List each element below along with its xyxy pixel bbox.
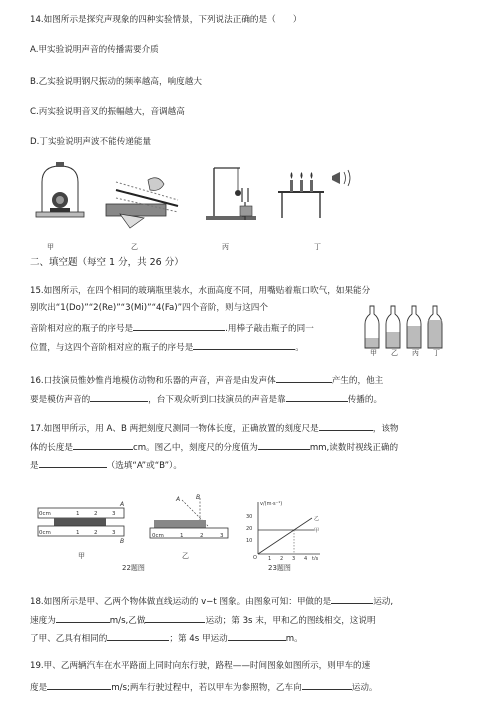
answer-blank[interactable] [73, 440, 133, 450]
q14-experiment-figure [28, 160, 368, 238]
q19-line-1: 19.甲、乙两辆汽车在水平路面上同时向东行驶，路程——时间图象如图所示，则甲车的速 [30, 661, 371, 671]
q17-line-2 [30, 440, 398, 454]
q16-line-2c: 传播的。 [347, 395, 383, 405]
answer-blank[interactable] [39, 458, 107, 468]
answer-blank[interactable] [331, 594, 373, 604]
ruler-tick-2: 2 [94, 530, 98, 536]
eye-label-b: B [196, 494, 201, 501]
graph-x-tick-4: 4 [304, 556, 308, 560]
caption-yi: 乙 [131, 243, 138, 251]
graph-x-tick-3: 3 [292, 556, 296, 560]
answer-blank[interactable] [319, 421, 373, 431]
ruler-tick-3: 3 [112, 511, 116, 517]
q19-line-2a: 度是 [30, 683, 48, 693]
q17-line-2a: 体的长度是 [30, 443, 73, 453]
fig-caption-23: 23题图 [268, 564, 291, 572]
q15-line-3b: .用棒子敲击瓶子的同一 [225, 324, 314, 334]
ruler-tick-1: 1 [76, 530, 80, 536]
q18-line-1 [30, 594, 393, 608]
tuning-fork-figure [206, 168, 256, 220]
answer-blank[interactable] [258, 440, 310, 450]
q14-option-d: D.丁实验说明声波不能传递能量 [30, 137, 152, 147]
q15-line-3 [30, 321, 314, 335]
q16-line-2a: 要是模仿声音的 [30, 395, 91, 405]
section-title: 二、填空题（每空 1 分，共 26 分） [30, 257, 184, 268]
answer-blank[interactable] [90, 392, 148, 402]
q18-line-1b: 运动, [373, 597, 394, 607]
q17-ruler-figure-jia [36, 500, 136, 550]
q17-line-2c: mm,读数时视线正确的 [309, 443, 399, 453]
answer-blank[interactable] [228, 631, 286, 641]
fig-caption-yi: 乙 [182, 552, 189, 560]
q16-line-1b: 产生的，他主 [331, 376, 384, 386]
q19-line-2 [30, 680, 378, 694]
q18-line-2c: 运动；第 3s 末，甲和乙的图线相交，这说明 [205, 616, 376, 626]
fig-caption-jia: 甲 [78, 552, 85, 560]
q19-line-2b: m/s;两车行驶过程中，若以甲车为参照物，乙车向 [111, 683, 302, 693]
q17-line-3b: （选填“A”或“B”）。 [106, 461, 182, 471]
bottles-figure [364, 298, 448, 350]
q16-line-1a: 16.口技演员惟妙惟肖地模仿动物和乐器的声音，声音是由发声体 [30, 376, 276, 386]
q18-line-1a: 18.如图所示是甲、乙两个物体做直线运动的 v−t 图象。由图象可知：甲做的是 [30, 597, 332, 607]
graph-x-tick-1: 1 [268, 556, 272, 560]
graph-y-tick-30: 30 [246, 514, 253, 520]
q15-line-1: 15.如图所示，在四个相同的玻璃瓶里装水，水面高度不同，用嘴贴着瓶口吹气，如果能分 [30, 286, 371, 296]
q15-line-3a: 音阶相对应的瓶子的序号是 [30, 324, 134, 334]
ruler-tick-1: 1 [180, 533, 184, 539]
graph-x-label: t/s [312, 556, 319, 560]
candle-speaker-figure [278, 170, 350, 218]
q15-line-4 [30, 340, 304, 354]
q16-line-1 [30, 373, 383, 387]
q14-option-a: A.甲实验说明声音的传播需要介质 [30, 45, 159, 55]
bottle-label-bing: 丙 [412, 349, 419, 357]
q18-line-2a: 速度为 [30, 616, 56, 626]
graph-line-jia: 甲 [314, 528, 320, 534]
bottle-label-ding: 丁 [433, 349, 440, 357]
caption-bing: 丙 [222, 243, 229, 251]
bell-jar-figure [36, 162, 84, 217]
fig-caption-22: 22题图 [122, 564, 145, 572]
q18-line-3b: ；第 4s 甲运动 [169, 634, 228, 644]
q17-line-1b: ，该物 [372, 424, 399, 434]
answer-blank[interactable] [276, 373, 332, 383]
ruler-zero-a: 0cm [39, 511, 51, 517]
answer-blank[interactable] [193, 340, 295, 350]
answer-blank[interactable] [145, 613, 205, 623]
eye-label-a: A [176, 496, 181, 503]
caption-ding: 丁 [314, 243, 321, 251]
q18-line-2 [30, 613, 376, 627]
graph-y-tick-10: 10 [246, 538, 253, 544]
q18-vt-graph [244, 496, 324, 560]
ruler-label-a: A [120, 501, 125, 508]
graph-origin: O [253, 555, 257, 560]
q18-line-3a: 了甲、乙具有相同的 [30, 634, 108, 644]
q15-line-4a: 位置，与这四个音阶相对应的瓶子的序号是 [30, 343, 194, 353]
ruler-zero-b: 0cm [39, 530, 51, 536]
q17-line-1 [30, 421, 399, 435]
q14-option-b: B.乙实验说明钢尺振动的频率越高，响度越大 [30, 77, 202, 87]
ruler-tick-3: 3 [220, 533, 224, 539]
graph-y-label: v/(m·s⁻¹) [260, 501, 283, 507]
ruler-vibration-figure [106, 178, 178, 228]
q18-line-3 [30, 631, 303, 645]
answer-blank[interactable] [302, 680, 352, 690]
answer-blank[interactable] [286, 392, 348, 402]
answer-blank[interactable] [47, 680, 111, 690]
answer-blank[interactable] [107, 631, 169, 641]
caption-jia: 甲 [47, 243, 54, 251]
ruler-zero-yi: 0cm [152, 533, 164, 539]
graph-y-tick-20: 20 [246, 526, 253, 532]
q17-line-3 [30, 458, 182, 472]
graph-x-tick-2: 2 [280, 556, 284, 560]
q14-stem: 14.如图所示是探究声现象的四种实验情景，下列说法正确的是（ ） [30, 15, 302, 25]
q16-line-2b: ，台下观众听到口技演员的声音是靠 [148, 395, 286, 405]
answer-blank[interactable] [56, 613, 110, 623]
q16-line-2 [30, 392, 382, 406]
q18-line-3c: m。 [285, 634, 303, 644]
q17-ruler-figure-yi [146, 492, 232, 550]
graph-line-yi: 乙 [314, 516, 320, 522]
answer-blank[interactable] [133, 321, 225, 331]
ruler-tick-3: 3 [112, 530, 116, 536]
q15-line-2: 别吹出“1(Do)”“2(Re)”“3(Mi)”“4(Fa)”四个音阶，则与这四个 [30, 303, 268, 313]
q17-line-2b: cm。图乙中，刻度尺的分度值为 [132, 443, 258, 453]
q17-line-1a: 17.如图甲所示，用 A、B 两把刻度尺测同一物体长度，正确放置的刻度尺是 [30, 424, 319, 434]
bottle-label-yi: 乙 [391, 349, 398, 357]
q14-option-c: C.丙实验说明音叉的振幅越大，音调越高 [30, 107, 185, 117]
ruler-tick-2: 2 [200, 533, 204, 539]
bottle-label-jia: 甲 [370, 349, 377, 357]
ruler-label-b: B [120, 538, 125, 545]
q17-line-3a: 是 [30, 461, 39, 471]
q18-line-2b: m/s,乙做 [109, 616, 146, 626]
ruler-tick-1: 1 [76, 511, 80, 517]
q19-line-2c: 运动。 [351, 683, 378, 693]
ruler-tick-2: 2 [94, 511, 98, 517]
q15-line-4b: 。 [295, 343, 304, 353]
